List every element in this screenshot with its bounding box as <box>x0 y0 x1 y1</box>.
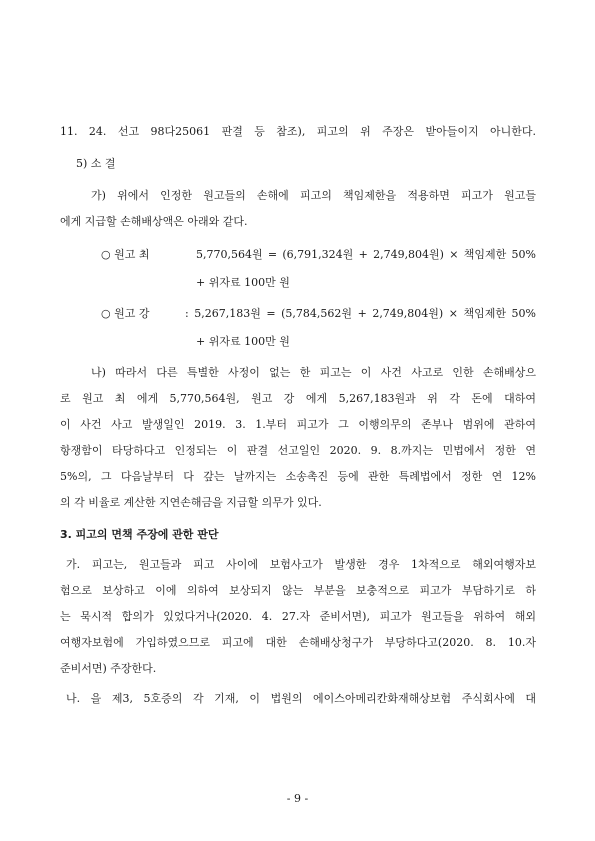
text-line: 의 각 비율로 계산한 지연손해금을 지급할 의무가 있다. <box>60 496 322 509</box>
text-line: 나. 을 제3, 5호증의 각 기재, 이 법원의 에이스아메리칸화재해상보험 주식회사에 대 <box>66 692 536 705</box>
text-line: 가. 피고는, 원고들과 피고 사이에 보험사고가 발생한 경우 1차적으로 해외여행자보 <box>66 558 536 571</box>
calc-bullet-label: ○ 원고 강 <box>101 307 150 320</box>
text-line: 나) 따라서 다른 특별한 사정이 없는 한 피고는 이 사건 사고로 인한 손해배상으 <box>91 366 536 379</box>
calc-formula: : 5,267,183원 = (5,784,562원 + 2,749,804원) × 책임제한 50% <box>185 307 536 320</box>
text-line: 가) 위에서 인정한 원고들의 손해에 피고의 책임제한을 적용하면 피고가 원고들 <box>91 189 536 202</box>
section-heading: 5) 소 결 <box>76 157 116 170</box>
text-line: 이 사건 사고 발생일인 2019. 3. 1.부터 피고가 그 이행의무의 존부나 범위에 관하여 <box>60 418 536 431</box>
text-line: 로 원고 최 에게 5,770,564원, 원고 강 에게 5,267,183원과 위 각 돈에 대하여 <box>60 392 536 405</box>
text-line: 에게 지급할 손해배상액은 아래와 같다. <box>60 215 248 228</box>
text-line: 는 묵시적 합의가 있었다거나(2020. 4. 27.자 준비서면), 피고가 원고들을 위하여 해외 <box>60 610 536 623</box>
text-line: 5%의, 그 다음날부터 다 갚는 날까지는 소송촉진 등에 관한 특례법에서 정한 연 12% <box>60 470 536 483</box>
calc-formula: 5,770,564원 = (6,791,324원 + 2,749,804원) × 책임제한 50% <box>196 248 536 261</box>
page-number: - 9 - <box>286 792 309 805</box>
calc-bullet-label: ○ 원고 최 <box>101 248 150 261</box>
text-line: 항쟁함이 타당하다고 인정되는 이 판결 선고일인 2020. 9. 8.까지는 민법에서 정한 연 <box>60 444 536 457</box>
section-heading: 3. 피고의 면책 주장에 관한 판단 <box>60 528 219 541</box>
calc-formula-cont: + 위자료 100만 원 <box>196 335 290 348</box>
text-line: 준비서면) 주장한다. <box>60 662 157 675</box>
calc-formula-cont: + 위자료 100만 원 <box>196 276 290 289</box>
text-line: 험으로 보상하고 이에 의하여 보상되지 않는 부분을 보충적으로 피고가 부담하기로 하 <box>60 584 536 597</box>
text-line: 여행자보험에 가입하였으므로 피고에 대한 손해배상청구가 부당하다고(2020. 8. 10.자 <box>60 636 536 649</box>
text-line: 11. 24. 선고 98다25061 판결 등 참조), 피고의 위 주장은 받아들이지 아니한다. <box>60 125 536 138</box>
